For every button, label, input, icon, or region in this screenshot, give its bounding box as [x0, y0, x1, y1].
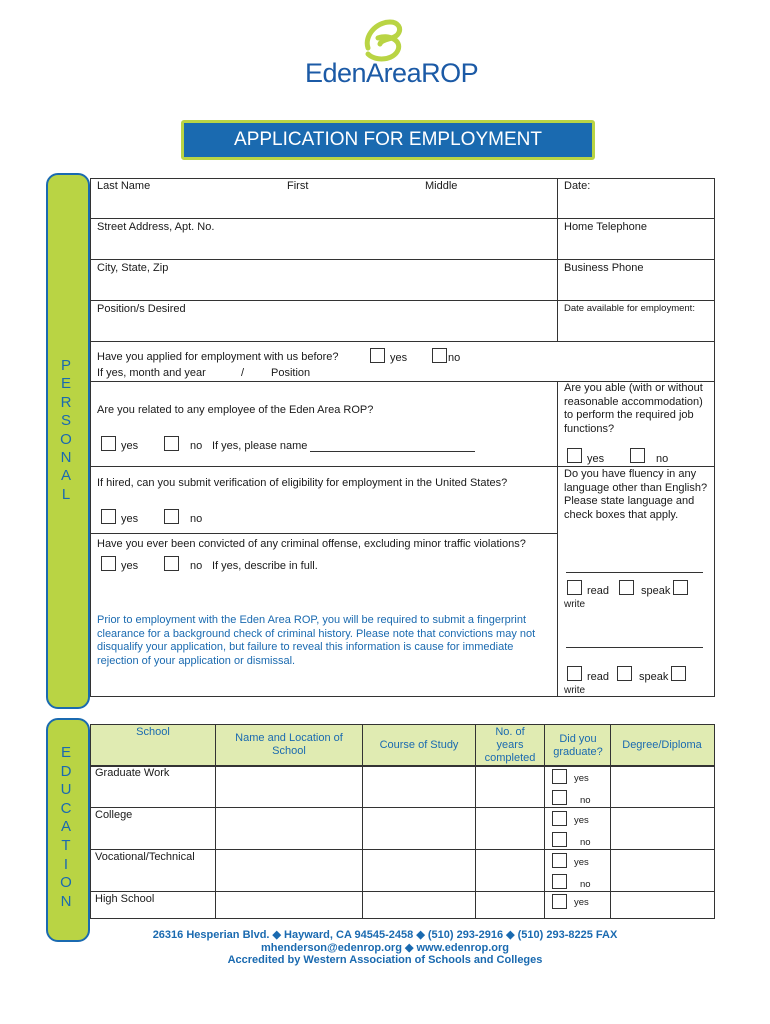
row-vocational: Vocational/Technical	[95, 851, 195, 863]
logo-mark-icon	[358, 18, 406, 62]
education-table	[90, 724, 715, 919]
convicted-yes-label: yes	[121, 560, 139, 572]
college-no-checkbox[interactable]	[552, 832, 567, 847]
vocational-no-label: no	[580, 879, 591, 890]
header-course: Course of Study	[379, 739, 459, 751]
high-school-yes-label: yes	[574, 897, 589, 908]
language-1-write-label: write	[564, 599, 586, 610]
vocational-no-checkbox[interactable]	[552, 874, 567, 889]
if-yes-position-label: Position	[271, 367, 311, 379]
able-question: Are you able (with or without reasonable accommodation) to perform the required job functions?	[564, 382, 703, 435]
language-2-read-checkbox[interactable]	[567, 666, 582, 681]
graduate-work-yes-label: yes	[574, 773, 589, 784]
if-yes-month-label: If yes, month and year	[97, 367, 206, 379]
language-1-write-checkbox[interactable]	[673, 580, 688, 595]
tab-letter: I	[63, 855, 69, 873]
street-address-label: Street Address, Apt. No.	[97, 221, 215, 233]
city-state-zip-label: City, State, Zip	[97, 262, 169, 274]
page-title: APPLICATION FOR EMPLOYMENT	[181, 120, 595, 160]
graduate-work-no-checkbox[interactable]	[552, 790, 567, 805]
date-label: Date:	[564, 180, 591, 192]
tab-letter: N	[60, 449, 72, 467]
able-yes-checkbox[interactable]	[567, 448, 582, 463]
applied-yes-label: yes	[390, 352, 408, 364]
graduate-work-no-label: no	[580, 795, 591, 806]
eligibility-question: If hired, can you submit verification of eligibility for employment in the United States?	[97, 477, 508, 489]
convicted-no-label: no	[190, 560, 203, 572]
related-no-label: no	[190, 440, 203, 452]
header-name-location: Name and Location of School	[235, 732, 343, 757]
language-2-speak-checkbox[interactable]	[617, 666, 632, 681]
vocational-yes-checkbox[interactable]	[552, 853, 567, 868]
able-no-label: no	[656, 453, 669, 465]
eligibility-no-checkbox[interactable]	[164, 509, 179, 524]
applied-yes-checkbox[interactable]	[370, 348, 385, 363]
language-1-speak-checkbox[interactable]	[619, 580, 634, 595]
tab-letter: E	[60, 375, 71, 393]
convicted-question: Have you ever been convicted of any criminal offense, excluding minor traffic violations?	[97, 538, 526, 550]
college-yes-checkbox[interactable]	[552, 811, 567, 826]
business-phone-label: Business Phone	[564, 262, 644, 274]
related-no-checkbox[interactable]	[164, 436, 179, 451]
language-2-input[interactable]	[566, 647, 703, 648]
position-desired-label: Position/s Desired	[97, 303, 186, 315]
footer-accreditation: Accredited by Western Association of Schools and Colleges	[227, 954, 543, 966]
language-2-read-label: read	[587, 671, 610, 683]
tab-letter: A	[60, 818, 71, 836]
tab-letter: R	[60, 393, 72, 411]
footer-contact: mhenderson@edenrop.org ◆ www.edenrop.org	[261, 942, 509, 954]
language-1-read-label: read	[587, 585, 610, 597]
language-1-speak-label: speak	[641, 585, 671, 597]
tab-letter: U	[60, 781, 72, 799]
related-yes-label: yes	[121, 440, 139, 452]
related-name-input[interactable]	[310, 451, 475, 452]
tab-letter: E	[60, 744, 71, 761]
header-graduate: Did you graduate?	[553, 733, 603, 758]
related-yes-checkbox[interactable]	[101, 436, 116, 451]
language-1-read-checkbox[interactable]	[567, 580, 582, 595]
fingerprint-notice: Prior to employment with the Eden Area ROP, you will be required to submit a fingerprint clearance for a background check of criminal history. Please note that convictions may not disqualify your application, but failure to reveal this information is cause for immediate rejection of your application or dismissal.	[97, 614, 536, 667]
tab-letter: P	[60, 357, 71, 374]
date-available-label: Date available for employment:	[564, 303, 695, 314]
home-telephone-label: Home Telephone	[564, 221, 647, 233]
eligibility-yes-checkbox[interactable]	[101, 509, 116, 524]
language-2-write-checkbox[interactable]	[671, 666, 686, 681]
related-name-label: If yes, please name	[212, 440, 308, 452]
eligibility-yes-label: yes	[121, 513, 139, 525]
tab-letter: S	[60, 412, 71, 430]
college-no-label: no	[580, 837, 591, 848]
language-2-speak-label: speak	[639, 671, 669, 683]
vocational-yes-label: yes	[574, 857, 589, 868]
footer-address: 26316 Hesperian Blvd. ◆ Hayward, CA 94545-2458 ◆ (510) 293-2916 ◆ (510) 293-8225 FAX	[152, 929, 618, 941]
tab-letter: L	[61, 485, 71, 503]
convicted-yes-checkbox[interactable]	[101, 556, 116, 571]
applied-no-checkbox[interactable]	[432, 348, 447, 363]
eligibility-no-label: no	[190, 513, 203, 525]
convicted-no-checkbox[interactable]	[164, 556, 179, 571]
month-year-separator: /	[241, 367, 245, 379]
high-school-yes-checkbox[interactable]	[552, 894, 567, 909]
convicted-describe-label: If yes, describe in full.	[212, 560, 318, 572]
first-name-label: First	[287, 180, 309, 192]
header-school: School	[136, 726, 170, 738]
language-1-input[interactable]	[566, 572, 703, 573]
middle-name-label: Middle	[425, 180, 458, 192]
language-2-write-label: write	[564, 685, 586, 696]
tab-letter: N	[60, 892, 72, 910]
fluency-question: Do you have fluency in any language other than English? Please state language and check boxes that apply.	[564, 468, 708, 521]
college-yes-label: yes	[574, 815, 589, 826]
header-degree: Degree/Diploma	[622, 739, 702, 751]
able-yes-label: yes	[587, 453, 605, 465]
related-question: Are you related to any employee of the Eden Area ROP?	[97, 404, 374, 416]
logo-wordmark: EdenAreaROP	[305, 58, 479, 88]
last-name-label: Last Name	[97, 180, 151, 192]
tab-letter: T	[61, 836, 71, 854]
applied-before-question: Have you applied for employment with us before?	[97, 351, 339, 363]
applied-no-label: no	[448, 352, 461, 364]
graduate-work-yes-checkbox[interactable]	[552, 769, 567, 784]
tab-letter: O	[60, 874, 72, 892]
able-no-checkbox[interactable]	[630, 448, 645, 463]
tab-letter: A	[60, 467, 71, 485]
education-tab-label	[56, 744, 76, 911]
header-years: No. of years completed	[484, 726, 536, 764]
row-high-school: High School	[95, 893, 155, 905]
row-college: College	[95, 809, 133, 821]
tab-letter: O	[60, 430, 72, 448]
tab-letter: C	[60, 799, 72, 817]
row-graduate-work: Graduate Work	[95, 767, 170, 779]
personal-tab-label	[56, 357, 76, 504]
tab-letter: D	[60, 762, 72, 780]
